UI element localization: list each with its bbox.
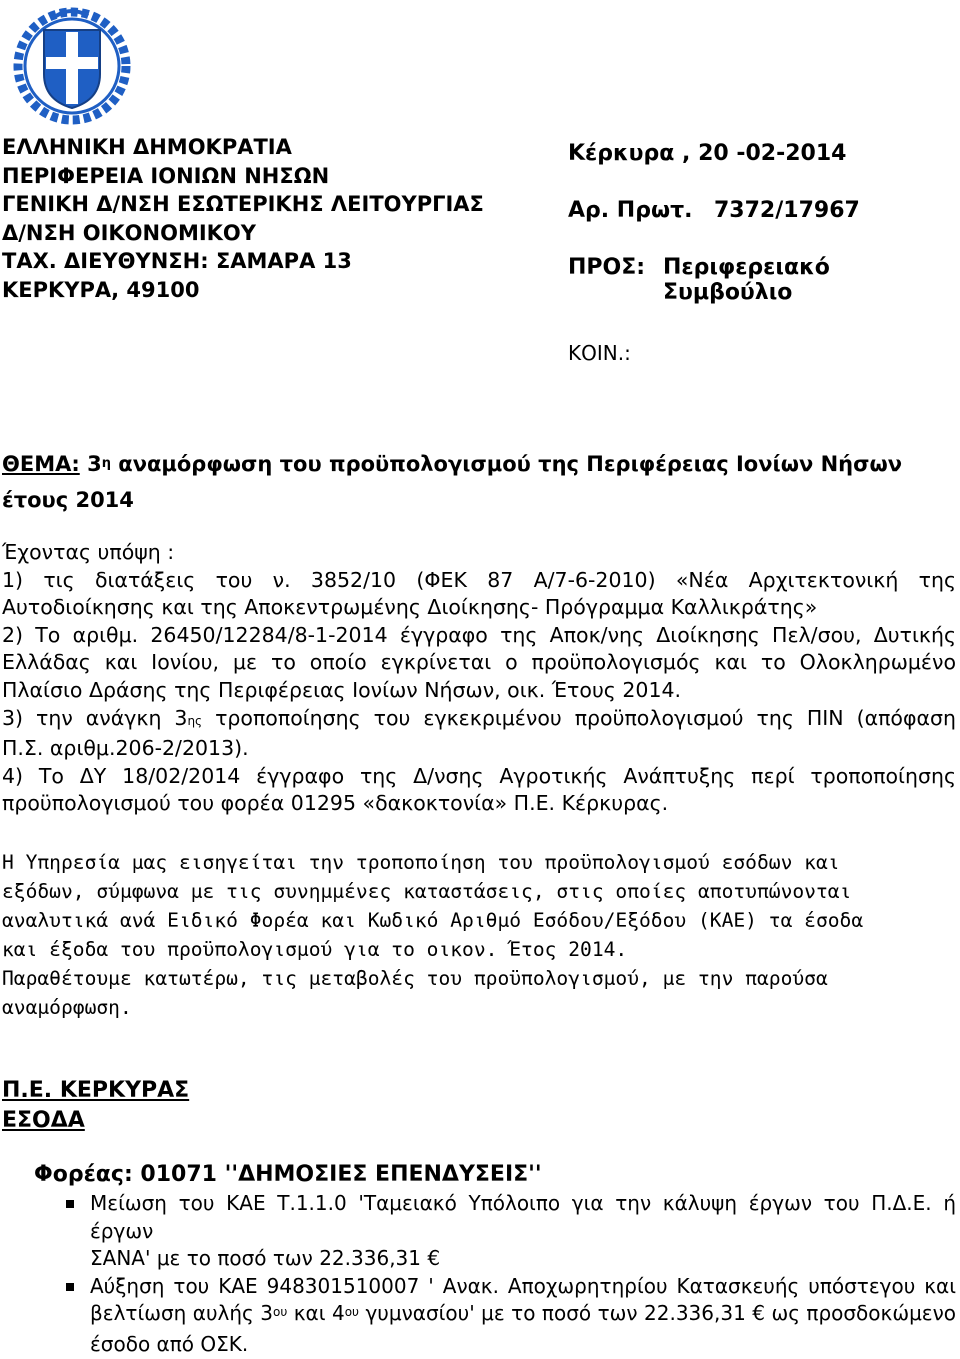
cc-label: ΚΟΙΝ.: [568, 341, 631, 365]
proposal-paragraph [2, 848, 956, 1022]
subject-number: 3 [87, 452, 102, 476]
considerations-intro: Έχοντας υπόψη : [2, 540, 175, 564]
consideration-1-line1: 1) τις διατάξεις του ν. 3852/10 (ΦΕΚ 87 Α/7-6-2010) «Νέα Αρχιτεκτονική της [2, 567, 956, 592]
proposal-line-3: αναλυτικά ανά Ειδικό Φορέα και Κωδικό Αριθμό Εσόδου/Εξόδου (ΚΑΕ) τα έσοδα [2, 909, 864, 932]
recipient-label: ΠΡΟΣ: [568, 255, 646, 280]
place-date: Κέρκυρα , 20 -02-2014 [568, 141, 847, 166]
bullet-square-icon [66, 1200, 74, 1208]
change-1-line1: Μείωση του ΚΑΕ Τ.1.1.0 'Ταμειακό Υπόλοιπο για την κάλυψη έργων του Π.Δ.Ε. ή έργων [90, 1191, 956, 1243]
protocol-label: Αρ. Πρωτ. [568, 198, 693, 223]
recipient-value: Περιφερειακό Συμβούλιο [663, 255, 830, 305]
subject-text: αναμόρφωση του προϋπολογισμού της Περιφέρειας Ιονίων Νήσων [118, 452, 903, 476]
consideration-3-a: 3) την ανάγκη 3 [2, 705, 188, 730]
consideration-1-line2: Αυτοδιοίκησης και της Αποκεντρωμένης Διοίκησης- Πρόγραμμα Καλλικράτης» [2, 595, 818, 620]
header-line-city: ΚΕΡΚΥΡΑ, 49100 [2, 277, 200, 302]
consideration-4-line2: προϋπολογισμού του φορέα 01295 «δακοκτονία» Π.Ε. Κέρκυρας. [2, 791, 669, 816]
consideration-4-line1: 4) Το ΔΥ 18/02/2014 έγγραφο της Δ/νσης Αγροτικής Ανάπτυξης περί τροποποίησης [2, 763, 956, 788]
subject-superscript: η [101, 456, 111, 471]
protocol-number: 7372/17967 [714, 198, 860, 223]
change-2-line1: Αύξηση του ΚΑΕ 948301510007 ' Ανακ. Αποχωρητηρίου Κατασκευής υπόστεγου και [90, 1273, 956, 1298]
consideration-3-b: τροποποίησης του εγκεκριμένου προϋπολογισμού της ΠΙΝ (απόφαση [202, 705, 956, 730]
subject [2, 448, 958, 516]
consideration-2-line3: Πλαίσιο Δράσης της Περιφέρειας Ιονίων Νήσων, οικ. Έτους 2014. [2, 677, 682, 702]
change-2-line2 [90, 1300, 956, 1331]
sender-header [2, 133, 562, 304]
subject-label: ΘΕΜΑ: [2, 452, 80, 476]
header-line-address: ΤΑΧ. ΔΙΕΥΘΥΝΣΗ: ΣΑΜΑΡΑ 13 [2, 249, 352, 273]
bullet-square-icon [66, 1283, 74, 1291]
proposal-line-2: εξόδων, σύμφωνα με τις συνημμένες καταστάσεις, στις οποίες αποτυπώνονται [2, 880, 852, 903]
proposal-line-5: Παραθέτουμε κατωτέρω, τις μεταβολές του προϋπολογισμού, με την παρούσα [2, 967, 828, 990]
proposal-line-6: αναμόρφωση. [2, 996, 132, 1019]
consideration-2-line2: Ελλάδας και Ιονίου, με το οποίο εγκρίνεται ο προϋπολογισμός και το Ολοκληρωμένο [2, 650, 956, 675]
change-2-sup2: ου [344, 1305, 359, 1320]
subject-text-line2: έτους 2014 [2, 488, 134, 512]
consideration-3-line2: Π.Σ. αριθμ.206-2/2013). [2, 736, 249, 761]
consideration-2-line1: 2) Το αριθμ. 26450/12284/8-1-2014 έγγραφο της Αποκ/νης Διοίκησης Πελ/σου, Δυτικής [2, 622, 956, 647]
proposal-line-1: Η Υπηρεσία μας εισηγείται την τροποποίηση του προϋπολογισμού εσόδων και [2, 851, 840, 874]
header-line-finance-directorate: Δ/ΝΣΗ ΟΙΚΟΝΟΜΙΚΟΥ [2, 220, 256, 245]
list-item [60, 1273, 956, 1359]
consideration-3-suffix: ης [187, 713, 203, 728]
change-2-c: γυμνασίου' με το ποσό των 22.336,31 € ως προσδοκώμενο [359, 1301, 957, 1326]
change-2-a: βελτίωση αυλής 3 [90, 1301, 273, 1326]
revenue-heading: ΕΣΟΔΑ [2, 1108, 85, 1133]
change-2-b: και 4 [287, 1301, 345, 1326]
body-heading: Φορέας: 01071 ''ΔΗΜΟΣΙΕΣ ΕΠΕΝΔΥΣΕΙΣ'' [34, 1162, 542, 1187]
header-line-republic: ΕΛΛΗΝΙΚΗ ΔΗΜΟΚΡΑΤΙΑ [2, 135, 292, 159]
change-2-line3: έσοδο από ΟΣΚ. [90, 1331, 249, 1356]
greek-coat-of-arms-logo [10, 2, 134, 126]
changes-list [60, 1190, 956, 1359]
change-2-sup1: ου [273, 1305, 288, 1320]
list-item [60, 1190, 956, 1273]
header-line-general-directorate: ΓΕΝΙΚΗ Δ/ΝΣΗ ΕΣΩΤΕΡΙΚΗΣ ΛΕΙΤΟΥΡΓΙΑΣ [2, 192, 484, 216]
unit-heading: Π.Ε. ΚΕΡΚΥΡΑΣ [2, 1078, 190, 1103]
change-1-line2: ΣΑΝΑ' με το ποσό των 22.336,31 € [90, 1246, 441, 1271]
considerations [2, 539, 956, 818]
proposal-line-4: και έξοδα του προϋπολογισμού για το οικον. Έτος 2014. [2, 938, 628, 961]
coat-of-arms-icon [10, 2, 134, 126]
header-line-region: ΠΕΡΙΦΕΡΕΙΑ ΙΟΝΙΩΝ ΝΗΣΩΝ [2, 163, 330, 188]
consideration-3-line1 [2, 705, 956, 736]
